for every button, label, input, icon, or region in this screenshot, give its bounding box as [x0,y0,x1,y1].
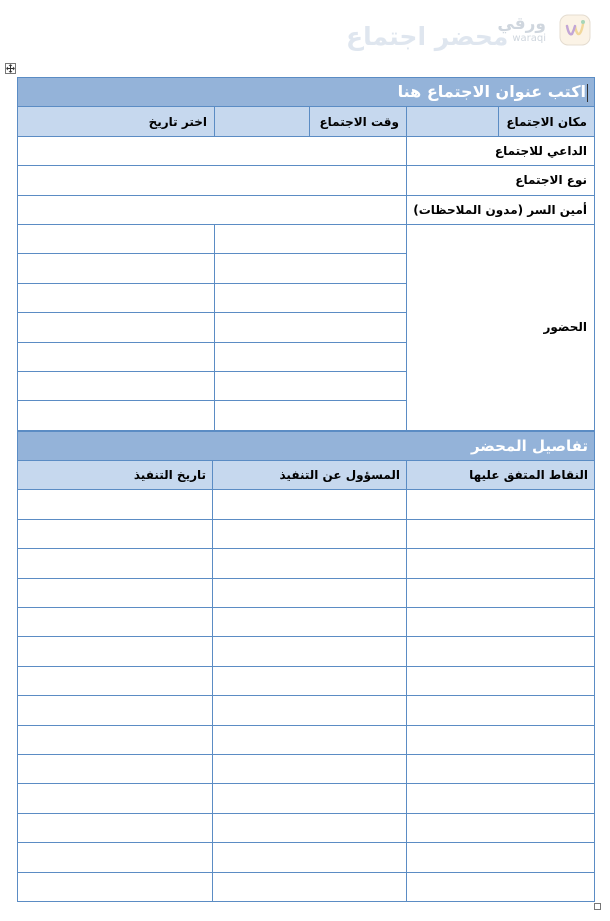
execution-date-cell[interactable] [18,578,213,607]
details-section-title: تفاصيل المحضر [18,431,595,460]
table-row [18,666,595,695]
table-row [18,637,595,666]
brand-logo-icon [558,12,594,48]
execution-date-cell[interactable] [18,696,213,725]
table-row [18,578,595,607]
agreed-point-cell[interactable] [407,578,595,607]
table-row [18,725,595,754]
secretary-field[interactable] [18,195,407,224]
minutes-details-table [17,431,595,902]
table-row [18,519,595,548]
attendee-cell[interactable] [18,401,215,430]
minutes-form [17,77,594,902]
responsible-cell[interactable] [213,784,407,813]
type-field[interactable] [18,166,407,195]
table-row [18,784,595,813]
caller-field[interactable] [18,136,407,165]
attendee-cell[interactable] [18,313,215,342]
attendee-cell[interactable] [18,254,215,283]
responsible-cell[interactable] [213,519,407,548]
table-row [18,549,595,578]
execution-date-cell[interactable] [18,754,213,783]
type-row [18,166,595,195]
secretary-label: أمين السر (مدون الملاحظات) [407,195,595,224]
agreed-point-cell[interactable] [407,843,595,872]
agreed-point-cell[interactable] [407,608,595,637]
execution-date-cell[interactable] [18,490,213,519]
meeting-title-row [18,78,595,107]
attendee-cell[interactable] [18,342,215,371]
execution-date-cell[interactable] [18,549,213,578]
responsible-cell[interactable] [213,754,407,783]
execution-date-cell[interactable] [18,637,213,666]
column-header-agreed-points: النقاط المتفق عليها [407,461,595,490]
agreed-point-cell[interactable] [407,813,595,842]
meeting-title-cell[interactable] [18,78,595,107]
agreed-point-cell[interactable] [407,490,595,519]
table-row [18,813,595,842]
attendee-cell[interactable] [18,283,215,312]
place-field[interactable] [407,107,499,136]
column-header-execution-date: تاريخ التنفيذ [18,461,213,490]
meeting-info-table [17,77,595,431]
time-field[interactable] [215,107,310,136]
table-row [18,608,595,637]
responsible-cell[interactable] [213,843,407,872]
attendee-cell[interactable] [215,401,407,430]
execution-date-cell[interactable] [18,519,213,548]
meeting-title: اكتب عنوان الاجتماع هنا [397,82,586,102]
responsible-cell[interactable] [213,813,407,842]
execution-date-cell[interactable] [18,608,213,637]
agreed-point-cell[interactable] [407,725,595,754]
agreed-point-cell[interactable] [407,872,595,901]
agreed-point-cell[interactable] [407,637,595,666]
responsible-cell[interactable] [213,725,407,754]
table-row [18,754,595,783]
responsible-cell[interactable] [213,490,407,519]
execution-date-cell[interactable] [18,813,213,842]
agreed-point-cell[interactable] [407,549,595,578]
text-cursor [587,84,588,102]
column-header-responsible: المسؤول عن التنفيذ [213,461,407,490]
execution-date-cell[interactable] [18,784,213,813]
table-move-handle[interactable] [5,63,16,74]
agreed-point-cell[interactable] [407,784,595,813]
details-header-row [18,461,595,490]
responsible-cell[interactable] [213,637,407,666]
attendee-cell[interactable] [18,224,215,253]
responsible-cell[interactable] [213,872,407,901]
execution-date-cell[interactable] [18,666,213,695]
meeting-meta-row [18,107,595,136]
date-picker[interactable]: اختر تاريخ [18,107,215,136]
document-title: محضر اجتماع [346,22,509,51]
attendee-cell[interactable] [18,371,215,400]
attendee-row [18,224,595,253]
caller-label: الداعي للاجتماع [407,136,595,165]
table-resize-handle[interactable] [594,903,601,910]
document-header [346,8,596,54]
responsible-cell[interactable] [213,666,407,695]
execution-date-cell[interactable] [18,725,213,754]
attendee-cell[interactable] [215,371,407,400]
attendance-label: الحضور [407,224,595,430]
agreed-point-cell[interactable] [407,754,595,783]
execution-date-cell[interactable] [18,843,213,872]
brand-name [497,15,546,44]
move-arrows-icon [6,64,15,73]
responsible-cell[interactable] [213,608,407,637]
table-row [18,872,595,901]
attendee-cell[interactable] [215,283,407,312]
responsible-cell[interactable] [213,696,407,725]
table-row [18,843,595,872]
attendee-cell[interactable] [215,342,407,371]
agreed-point-cell[interactable] [407,666,595,695]
responsible-cell[interactable] [213,549,407,578]
execution-date-cell[interactable] [18,872,213,901]
agreed-point-cell[interactable] [407,519,595,548]
table-row [18,490,595,519]
place-label: مكان الاجتماع [499,107,595,136]
table-row [18,696,595,725]
caller-row [18,136,595,165]
attendee-cell[interactable] [215,313,407,342]
details-section-row [18,431,595,460]
brand-name-latin: waraqi [512,33,546,44]
type-label: نوع الاجتماع [407,166,595,195]
attendee-cell[interactable] [215,254,407,283]
responsible-cell[interactable] [213,578,407,607]
time-label: وقت الاجتماع [310,107,407,136]
secretary-row [18,195,595,224]
attendee-cell[interactable] [215,224,407,253]
brand-name-arabic: ورقي [497,14,546,34]
agreed-point-cell[interactable] [407,696,595,725]
